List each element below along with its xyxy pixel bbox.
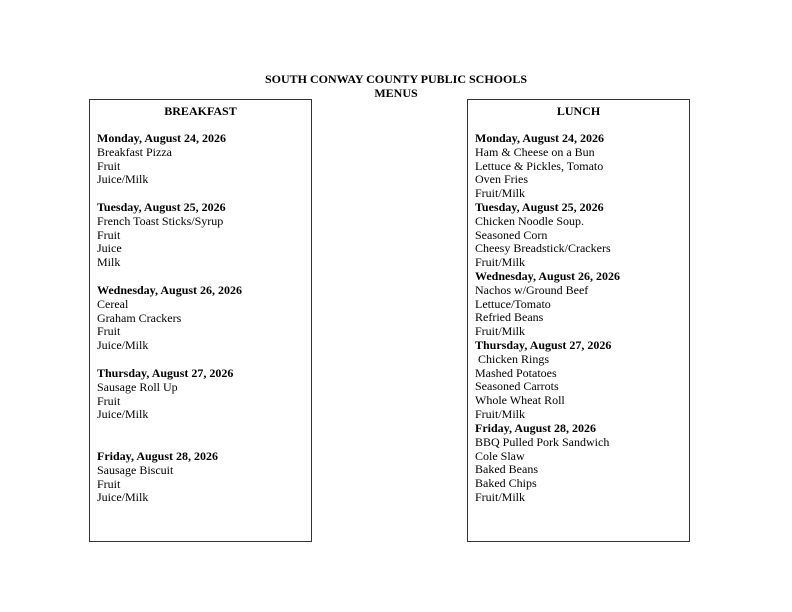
day-block (475, 422, 685, 505)
menu-item: Fruit (97, 158, 121, 173)
menu-item: Fruit/Milk (475, 255, 526, 270)
menu-item: Baked Beans (475, 462, 538, 477)
menu-item: Graham Crackers (97, 310, 182, 325)
menu-item: Lettuce & Pickles, Tomato (475, 158, 604, 173)
day-title: Tuesday, August 25, 2026 (475, 200, 604, 214)
menu-item: Seasoned Corn (475, 227, 548, 242)
day-title: Thursday, August 27, 2026 (475, 338, 612, 352)
day-block (97, 132, 307, 187)
day-block (475, 339, 685, 422)
menu-item: Juice/Milk (97, 490, 149, 505)
menu-item: Lettuce/Tomato (475, 296, 551, 311)
menu-item: Nachos w/Ground Beef (475, 282, 589, 297)
title-line-1: SOUTH CONWAY COUNTY PUBLIC SCHOOLS (264, 72, 528, 86)
menu-item: Cole Slaw (475, 448, 525, 463)
menu-item: Chicken Rings (475, 351, 549, 366)
day-block (475, 201, 685, 270)
day-title: Friday, August 28, 2026 (475, 421, 597, 435)
breakfast-column (89, 99, 312, 542)
day-title: Monday, August 24, 2026 (475, 131, 605, 145)
menu-item: Cheesy Breadstick/Crackers (475, 241, 611, 256)
menu-item: Fruit/Milk (475, 186, 526, 201)
menu-item: Seasoned Carrots (475, 379, 559, 394)
menu-item: French Toast Sticks/Syrup (97, 213, 224, 228)
day-title: Thursday, August 27, 2026 (97, 366, 234, 380)
menu-item: Fruit (97, 227, 121, 242)
document-title (0, 73, 792, 100)
menu-item: Fruit (97, 476, 121, 491)
menu-item: Juice/Milk (97, 407, 149, 422)
menu-item: Oven Fries (475, 172, 528, 187)
menu-item: Fruit (97, 393, 121, 408)
menu-item: Fruit/Milk (475, 406, 526, 421)
breakfast-heading: BREAKFAST (164, 104, 237, 118)
day-block (97, 367, 307, 422)
menu-item: BBQ Pulled Pork Sandwich (475, 434, 610, 449)
day-block (97, 450, 307, 505)
title-line-2: MENUS (374, 85, 418, 100)
menu-item: Sausage Roll Up (97, 379, 178, 394)
menu-item: Milk (97, 255, 121, 270)
menu-item: Refried Beans (475, 310, 544, 325)
menu-item: Whole Wheat Roll (475, 393, 565, 408)
menu-item: Juice/Milk (97, 338, 149, 353)
menu-item: Juice (97, 241, 122, 256)
day-title: Wednesday, August 26, 2026 (97, 283, 243, 297)
day-block (475, 132, 685, 201)
day-block (475, 270, 685, 339)
day-title: Friday, August 28, 2026 (97, 449, 219, 463)
menu-item: Baked Chips (475, 476, 537, 491)
day-block (97, 201, 307, 270)
menu-item: Chicken Noodle Soup. (475, 213, 584, 228)
lunch-heading: LUNCH (556, 104, 601, 118)
day-title: Monday, August 24, 2026 (97, 131, 227, 145)
menu-item: Fruit (97, 324, 121, 339)
menu-item: Juice/Milk (97, 172, 149, 187)
day-title: Tuesday, August 25, 2026 (97, 200, 226, 214)
menu-item: Fruit/Milk (475, 489, 526, 504)
menu-item: Breakfast Pizza (97, 144, 172, 159)
lunch-column (467, 99, 690, 542)
menu-item: Sausage Biscuit (97, 462, 174, 477)
day-block (97, 284, 307, 353)
menu-item: Fruit/Milk (475, 324, 526, 339)
menu-item: Mashed Potatoes (475, 365, 557, 380)
day-title: Wednesday, August 26, 2026 (475, 269, 621, 283)
menu-item: Cereal (97, 296, 129, 311)
menu-item: Ham & Cheese on a Bun (475, 144, 595, 159)
